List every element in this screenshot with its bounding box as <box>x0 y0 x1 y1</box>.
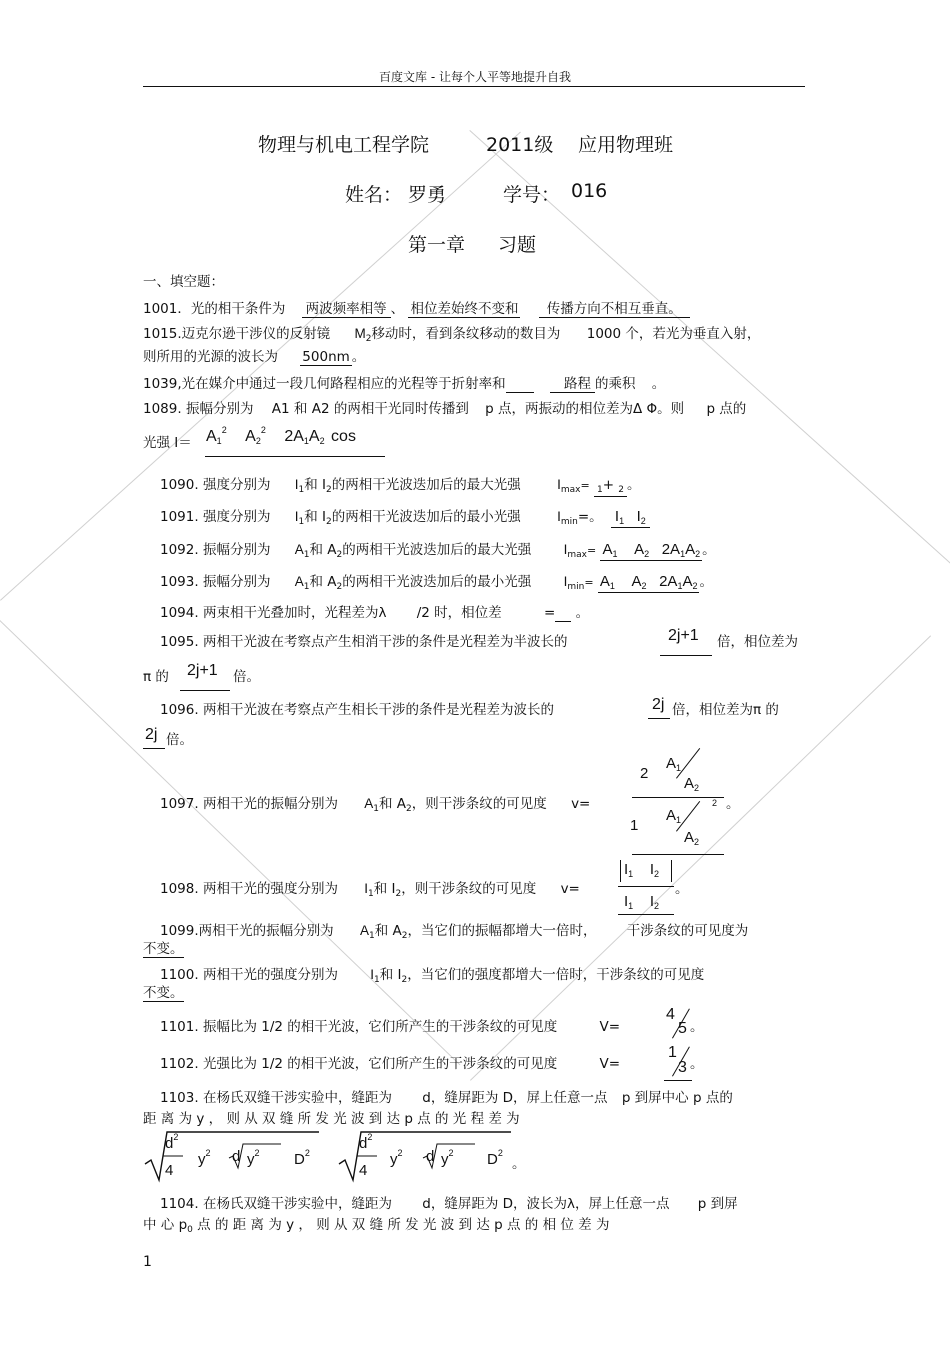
q1102-den: 3 <box>678 1059 687 1076</box>
math-text: =。 <box>577 509 603 525</box>
q1101-den: 5 <box>678 1020 687 1037</box>
math-text: 2 <box>654 901 660 911</box>
q1001 <box>143 297 690 318</box>
question-text: 1101. 振幅比为 1/2 的相干光波，它们所产生的干涉条纹的可见度 <box>160 1019 558 1035</box>
q1101 <box>160 1015 620 1035</box>
q1103-d1 <box>165 1132 178 1152</box>
question-text: = <box>543 605 556 621</box>
math-text: 2 <box>641 581 647 591</box>
question-text: 的两相干光波迭加后的最大光强 <box>331 477 521 493</box>
math-text: 1 <box>368 931 375 941</box>
math-text: min <box>560 517 578 527</box>
q1101-end: 。 <box>690 1019 704 1035</box>
math-text: A <box>634 541 645 558</box>
q1089-line2: 光强 I＝ <box>143 435 192 451</box>
math-text: A <box>631 573 642 590</box>
math-text: D <box>294 1151 305 1168</box>
question-text: p 到屏 <box>697 1196 738 1212</box>
q1097-num-a1 <box>666 755 681 773</box>
question-text: 1 和 <box>281 401 308 417</box>
question-text: 1089. 振幅分别为 <box>143 401 254 417</box>
q1095-rest: 倍，相位差为 <box>717 634 798 650</box>
title-class: 应用物理班 <box>578 134 674 156</box>
page-header: 百度文库 - 让每个人平等地提升自我 <box>379 70 571 84</box>
q1097-num-a2 <box>684 775 699 793</box>
math-text: 1 <box>619 516 625 526</box>
question-text: 和 I <box>304 509 327 525</box>
answer: 路程 <box>550 377 591 393</box>
question-text: 、 <box>390 301 405 317</box>
math-text: 1 <box>303 436 309 446</box>
math-text: y <box>198 1151 206 1168</box>
answer: 传播方向不相互垂直。 <box>539 302 690 318</box>
math-text: I <box>294 509 299 524</box>
question-text: 1092. 振幅分别为 <box>160 542 271 558</box>
math-text: I <box>649 893 655 910</box>
math-text: = <box>580 479 590 492</box>
q1103-D1 <box>294 1148 310 1168</box>
math-text: A <box>364 796 374 811</box>
q1103-y2 <box>390 1148 403 1168</box>
answer: 两波频率相等 <box>302 302 391 318</box>
question-text: ，当它们的强度都增大一倍时，干涉条纹的可见度 <box>407 967 705 983</box>
exercise-title: 习题 <box>498 234 537 256</box>
math-text: M <box>354 326 366 341</box>
answer-underline <box>143 748 165 749</box>
answer-underline <box>660 655 712 656</box>
q1097 <box>160 792 590 814</box>
question-text: 。 <box>627 477 641 493</box>
math-text: I <box>636 508 641 525</box>
math-text: 1 <box>677 581 683 591</box>
q1089-underline <box>205 456 385 457</box>
question-text: 1102. 光强比为 1/2 的相干光波，它们所产生的干涉条纹的可见度 <box>160 1056 558 1072</box>
question-text: 1103. 在杨氏双缝干涉实验中，缝距为 <box>160 1090 392 1106</box>
math-text: 1 <box>676 763 682 773</box>
question-text: ，则干涉条纹的可见度 <box>401 881 537 897</box>
math-text: 2 <box>654 869 660 879</box>
question-text: 和 A <box>379 796 407 812</box>
q1103-dd2: d <box>426 1148 435 1165</box>
answer: 500nm <box>302 349 350 365</box>
math-text: A <box>308 428 320 445</box>
q1039 <box>143 372 665 393</box>
math-text: 0 <box>187 1225 193 1235</box>
q1096-answer: 2j <box>652 696 665 713</box>
q1091 <box>160 505 650 528</box>
math-text: A <box>294 542 304 557</box>
answer-underline <box>180 690 230 691</box>
math-text: 2 <box>401 975 408 985</box>
fraction-underline <box>664 1080 692 1081</box>
page-number: 1 <box>143 1254 152 1270</box>
math-text: A <box>359 923 369 938</box>
math-text: 2 <box>319 436 325 446</box>
question-text: ，当它们的振幅都增大一倍时， <box>407 923 597 939</box>
math-text: I <box>557 477 561 492</box>
fraction-bar <box>632 797 724 798</box>
math-text: min <box>567 582 585 592</box>
math-text: 1 <box>596 485 603 495</box>
question-text: 1091. 强度分别为 <box>160 509 271 525</box>
q1096-end: 倍。 <box>166 732 193 748</box>
question-text: d，缝屏距为 D，波长为λ，屏上任意一点 <box>422 1196 670 1212</box>
math-text: I <box>624 893 629 910</box>
math-text: 2 <box>692 581 698 591</box>
question-text: ，则干涉条纹的可见度 <box>411 796 547 812</box>
q1095: 1095. 两相干光波在考察点产生相消干涉的条件是光程差为半波长的 <box>160 634 568 650</box>
student-id: 016 <box>571 180 608 202</box>
q1099 <box>160 919 748 941</box>
question-text: 1039,光在媒介中通过一段几何路程相应的光程等于折射率和 <box>143 376 506 392</box>
math-text: 2 <box>336 582 343 592</box>
math-text: A <box>206 428 217 445</box>
question-text: 和 I <box>379 967 402 983</box>
q1096: 1096. 两相干光波在考察点产生相长干涉的条件是光程差为波长的 <box>160 702 554 718</box>
math-text: v= <box>560 881 580 897</box>
q1103-yy1 <box>247 1148 260 1168</box>
math-text: I <box>563 574 568 589</box>
question-text: 和 A <box>309 574 337 590</box>
question-text: 点 的 距 离 为 y ， 则 从 双 缝 所 发 光 波 到 达 p 点 的 相 位 差 为 <box>192 1217 610 1233</box>
question-text: 1097. 两相干光的振幅分别为 <box>160 796 338 812</box>
q1103-4b: 4 <box>359 1162 368 1179</box>
q1097-den-a1 <box>666 807 681 825</box>
math-text: 1 <box>612 549 618 559</box>
math-text: I <box>557 509 561 524</box>
question-text: 1000 个，若光为垂直入射， <box>586 326 761 342</box>
q1097-power: 2 <box>712 798 718 808</box>
question-text: 中 心 p <box>143 1217 188 1233</box>
math-text: I <box>649 861 655 878</box>
question-text: 和 A <box>309 542 337 558</box>
math-text: = <box>584 576 594 589</box>
math-text: 2 <box>644 549 650 559</box>
math-text: D <box>487 1151 498 1168</box>
q1103-line2: 距 离 为 y ， 则 从 双 缝 所 发 光 波 到 达 p 点 的 光 程 差 为 <box>143 1111 520 1127</box>
math-text: 2 <box>365 334 372 344</box>
q1095-line2: π 的 <box>143 669 169 685</box>
q1096-answer2: 2j <box>145 726 158 743</box>
fraction-underline <box>618 914 674 915</box>
fraction-underline <box>632 854 724 855</box>
question-text: 2 的两相干光同时传播到 <box>320 401 469 417</box>
math-text: A <box>602 541 613 558</box>
math-text: I <box>624 861 629 878</box>
math-text: d <box>165 1135 174 1152</box>
title-school: 物理与机电工程学院 <box>258 134 430 156</box>
math-text: 2 <box>694 837 700 847</box>
q1015-line2 <box>143 345 365 366</box>
q1098-den <box>624 893 659 911</box>
math-text: 1 <box>628 901 634 911</box>
question-text: 1093. 振幅分别为 <box>160 574 271 590</box>
math-text: A <box>311 401 321 417</box>
answer: 不变。 <box>143 985 184 1001</box>
q1102-end: 。 <box>690 1056 704 1072</box>
question-text: 。 <box>651 376 666 392</box>
question-text: 。 <box>699 574 713 590</box>
math-text: 2 <box>395 889 402 899</box>
math-text: A <box>666 755 677 772</box>
q1095-end: 倍。 <box>233 669 260 685</box>
q1103-4a: 4 <box>165 1162 174 1179</box>
q1097-end: 。 <box>726 796 740 812</box>
math-text: y <box>247 1151 255 1168</box>
question-text: 1001．光的相干条件为 <box>143 301 286 317</box>
q1089-formula <box>206 425 356 446</box>
question-text: 1100. 两相干光的强度分别为 <box>160 967 338 983</box>
question-text: 1098. 两相干光的强度分别为 <box>160 881 338 897</box>
answer-underline <box>648 718 670 719</box>
math-text: A <box>294 574 304 589</box>
math-text: 2 <box>406 804 412 814</box>
q1095-answer: 2j+1 <box>668 627 699 644</box>
question-text: d，缝屏距为 D，屏上任意一点 <box>422 1090 608 1106</box>
question-text: 1094. 两束相干光叠加时，光程差为λ <box>160 605 387 621</box>
question-text: 则所用的光源的波长为 <box>143 349 278 365</box>
answer: 相位差始终不变和 <box>410 301 519 317</box>
math-text: A <box>666 807 677 824</box>
math-text: 2 <box>367 1132 373 1142</box>
q1097-den-a2 <box>684 829 699 847</box>
math-text: v= <box>571 796 591 812</box>
math-text: 1 <box>298 517 305 527</box>
math-text: 2 <box>304 1148 310 1158</box>
math-text: V= <box>599 1056 621 1072</box>
math-text: I <box>364 881 369 896</box>
q1089-line1 <box>143 397 746 417</box>
math-text: 1 <box>628 869 634 879</box>
math-text: max <box>560 485 581 495</box>
math-text: I <box>614 508 620 525</box>
math-text: I <box>294 477 299 492</box>
math-text: 1 <box>303 582 310 592</box>
q1103-D2 <box>487 1148 503 1168</box>
answer: 不变。 <box>143 941 184 957</box>
math-text: 2 <box>618 485 625 495</box>
q1094 <box>160 601 589 622</box>
q1095-answer2: 2j+1 <box>187 662 218 679</box>
q1098-num <box>624 861 659 879</box>
q1098 <box>160 877 580 899</box>
math-text: 1 <box>609 581 615 591</box>
q1100-answer-wrap <box>143 985 184 1002</box>
math-text: A <box>684 829 695 846</box>
math-text: 2 <box>695 549 701 559</box>
q1093 <box>160 570 713 593</box>
math-text: 2 <box>205 1148 211 1158</box>
watermark-line <box>0 620 460 1065</box>
student-name: 罗勇 <box>408 184 447 206</box>
math-text: 2 <box>694 783 700 793</box>
q1104-line1 <box>160 1192 738 1212</box>
math-text: = <box>586 544 597 557</box>
math-text: A <box>682 573 693 590</box>
q1101-num: 4 <box>666 1006 675 1023</box>
q1092 <box>160 538 716 561</box>
math-text: 2A <box>659 573 678 590</box>
math-text: 2 <box>173 1132 179 1142</box>
math-text: 2 <box>255 436 261 446</box>
math-text: 2 <box>336 550 343 560</box>
math-text: + <box>602 477 614 493</box>
math-text: 2 <box>401 931 408 941</box>
math-text: 1 <box>368 889 374 899</box>
question-text: p 到屏中心 p 点的 <box>621 1090 733 1106</box>
math-text: cos <box>331 428 356 445</box>
math-text: V= <box>599 1019 621 1035</box>
question-text: 的两相干光波迭加后的最大光强 <box>342 542 532 558</box>
math-text: 1 <box>676 815 682 825</box>
math-text: 2 <box>254 1148 260 1158</box>
q1103-line1 <box>160 1086 733 1106</box>
q1090 <box>160 473 641 497</box>
math-text: max <box>567 550 587 560</box>
math-text: 1 <box>373 804 379 814</box>
q1104-line2 <box>143 1213 609 1235</box>
question-text: 的乘积 <box>594 376 636 392</box>
abs-bar <box>671 860 672 882</box>
math-text: 2 <box>640 516 646 526</box>
math-text: A <box>684 775 695 792</box>
math-text: 2 <box>397 1148 403 1158</box>
math-text: A <box>245 428 256 445</box>
math-text: I <box>563 542 568 557</box>
q1100 <box>160 963 704 985</box>
question-text: 干涉条纹的可见度为 <box>626 923 749 939</box>
q1102 <box>160 1052 620 1072</box>
q1099-answer-wrap <box>143 941 184 958</box>
math-text: 2 <box>326 485 332 495</box>
math-text: A <box>685 541 696 558</box>
math-text: 1 <box>303 550 310 560</box>
math-text: 1 <box>680 549 686 559</box>
question-text: 和 I <box>373 881 396 897</box>
question-text: 。 <box>351 349 366 365</box>
math-text: y <box>441 1151 449 1168</box>
q1097-num-2: 2 <box>640 765 649 782</box>
question-text: 的两相干光波迭加后的最小光强 <box>331 509 521 525</box>
q1103-dd1: d <box>232 1148 241 1165</box>
q1103-end: 。 <box>512 1156 526 1172</box>
question-text: 移动时，看到条纹移动的数目为 <box>371 326 561 342</box>
math-text: d <box>359 1135 368 1152</box>
math-text: I <box>370 967 375 982</box>
name-label: 姓名： <box>345 184 403 206</box>
math-text: 2 <box>448 1148 454 1158</box>
question-text: 和 I <box>304 477 327 493</box>
math-text: 2 <box>260 425 266 435</box>
math-text: 2 <box>221 425 227 435</box>
q1096-rest: 倍，相位差为π 的 <box>672 702 779 718</box>
q1097-den-1: 1 <box>630 817 639 834</box>
math-text: 1 <box>374 975 380 985</box>
abs-bar <box>620 860 621 882</box>
id-label: 学号： <box>503 184 561 206</box>
header-divider <box>143 86 805 87</box>
question-text: 。 <box>575 605 590 621</box>
math-text: 2 <box>326 517 332 527</box>
title-grade: 2011级 <box>486 134 554 156</box>
math-text: 1 <box>298 485 305 495</box>
q1103-y1 <box>198 1148 211 1168</box>
fraction-bar <box>618 886 674 887</box>
question-text: 1090. 强度分别为 <box>160 477 271 493</box>
question-text: 的两相干光波迭加后的最小光强 <box>342 574 532 590</box>
question-text: 1015.迈克尔逊干涉仪的反射镜 <box>143 326 331 342</box>
section-heading: 一、填空题： <box>143 274 224 290</box>
q1015-line1 <box>143 322 760 344</box>
q1103-d2 <box>359 1132 372 1152</box>
q1102-num: 1 <box>668 1044 677 1061</box>
math-text: 2 <box>497 1148 503 1158</box>
q1098-end: 。 <box>675 881 689 897</box>
math-text: 2A <box>661 541 681 558</box>
question-text: /2 时，相位差 <box>416 605 502 621</box>
q1103-yy2 <box>441 1148 454 1168</box>
math-text: 2A <box>284 428 304 445</box>
question-text: 。 <box>702 542 716 558</box>
question-text: p 点，两振动的相位差为Δ Φ。则 <box>485 401 685 417</box>
math-text: y <box>390 1151 398 1168</box>
math-text: A <box>271 401 281 417</box>
question-text: 1104. 在杨氏双缝干涉实验中，缝距为 <box>160 1196 392 1212</box>
question-text: p 点的 <box>706 401 747 417</box>
question-text: 和 A <box>374 923 402 939</box>
math-text: 1 <box>216 436 222 446</box>
math-text: A <box>599 573 610 590</box>
question-text: 1099.两相干光的振幅分别为 <box>160 923 334 939</box>
chapter-title: 第一章 <box>408 234 466 256</box>
